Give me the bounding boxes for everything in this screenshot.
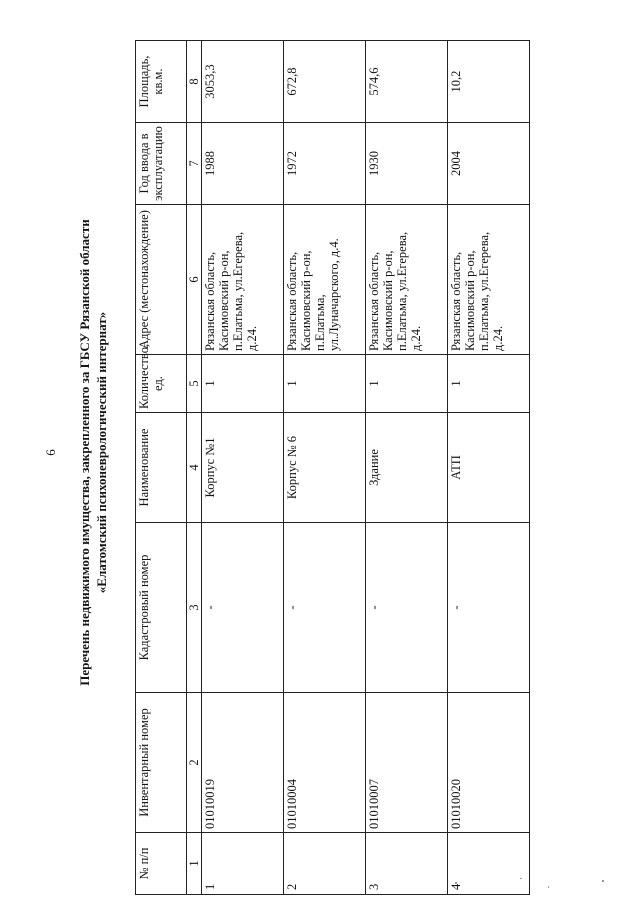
header-cell-cadastral: Кадастровый номер <box>136 523 187 693</box>
table-row <box>284 41 366 895</box>
cell-no: 1 <box>202 833 284 895</box>
cell-inventory: 01010019 <box>202 693 284 833</box>
header-cell-quantity: Количество, ед. <box>136 355 187 413</box>
column-number-cell: 7 <box>187 123 202 205</box>
header-cell-area: Площадь, кв.м. <box>136 41 187 123</box>
cell-no: 2 <box>284 833 366 895</box>
table-row <box>366 41 448 895</box>
cell-cadastral: - <box>202 523 284 693</box>
cell-name: Корпус № 6 <box>284 413 366 523</box>
column-number-cell: 6 <box>187 205 202 355</box>
cell-name: АТП <box>448 413 530 523</box>
column-number-cell: 2 <box>187 693 202 833</box>
scan-speck <box>602 880 604 882</box>
header-cell-name: Наименование <box>136 413 187 523</box>
cell-quantity: 1 <box>448 355 530 413</box>
column-number-cell: 8 <box>187 41 202 123</box>
header-cell-inventory: Инвентарный номер <box>136 693 187 833</box>
title-line-1: Перечень недвижимого имущества, закрепленного за ГБСУ Рязанской области <box>77 219 92 686</box>
header-cell-year: Год ввода в эксплуатацию <box>136 123 187 205</box>
document-title <box>76 0 110 905</box>
cell-address: Рязанская область, Касимовский р-он, п.Елатьма, ул.Егерева, д.24. <box>366 205 448 355</box>
cell-quantity: 1 <box>284 355 366 413</box>
cell-area: 574,6 <box>366 41 448 123</box>
page-number: 6 <box>43 449 58 456</box>
table-row <box>448 41 530 895</box>
column-number-cell: 4 <box>187 413 202 523</box>
cell-year: 1930 <box>366 123 448 205</box>
column-number-cell: 5 <box>187 355 202 413</box>
cell-quantity: 1 <box>366 355 448 413</box>
scan-speck <box>548 886 549 888</box>
column-number-cell: 3 <box>187 523 202 693</box>
cell-quantity: 1 <box>202 355 284 413</box>
cell-year: 2004 <box>448 123 530 205</box>
property-table <box>135 40 530 895</box>
cell-inventory: 01010004 <box>284 693 366 833</box>
cell-year: 1972 <box>284 123 366 205</box>
cell-area: 672,8 <box>284 41 366 123</box>
header-row <box>136 41 187 895</box>
cell-name: Здание <box>366 413 448 523</box>
title-line-2: «Елатомский психоневрологический интернат» <box>94 311 109 594</box>
cell-cadastral: - <box>366 523 448 693</box>
cell-year: 1988 <box>202 123 284 205</box>
header-cell-no: № п/п <box>136 833 187 895</box>
cell-no: 4 <box>448 833 530 895</box>
column-number-cell: 1 <box>187 833 202 895</box>
scan-speck <box>455 882 457 884</box>
cell-address: Рязанская область, Касимовский р-он, п.Елатьма, ул.Луначарского, д.4. <box>284 205 366 355</box>
cell-inventory: 01010020 <box>448 693 530 833</box>
cell-cadastral: - <box>448 523 530 693</box>
property-table-wrapper <box>135 40 530 895</box>
column-number-row <box>187 41 202 895</box>
header-cell-address: Адрес (местонахождение) <box>136 205 187 355</box>
cell-area: 3053,3 <box>202 41 284 123</box>
cell-address: Рязанская область, Касимовский р-он, п.Елатьма, ул.Егерева, д.24. <box>448 205 530 355</box>
cell-cadastral: - <box>284 523 366 693</box>
cell-address: Рязанская область, Касимовский р-он, п.Елатьма, ул.Егерева, д.24. <box>202 205 284 355</box>
table-row <box>202 41 284 895</box>
cell-name: Корпус №1 <box>202 413 284 523</box>
cell-no: 3 <box>366 833 448 895</box>
scan-speck <box>520 878 522 879</box>
cell-inventory: 01010007 <box>366 693 448 833</box>
cell-area: 10,2 <box>448 41 530 123</box>
